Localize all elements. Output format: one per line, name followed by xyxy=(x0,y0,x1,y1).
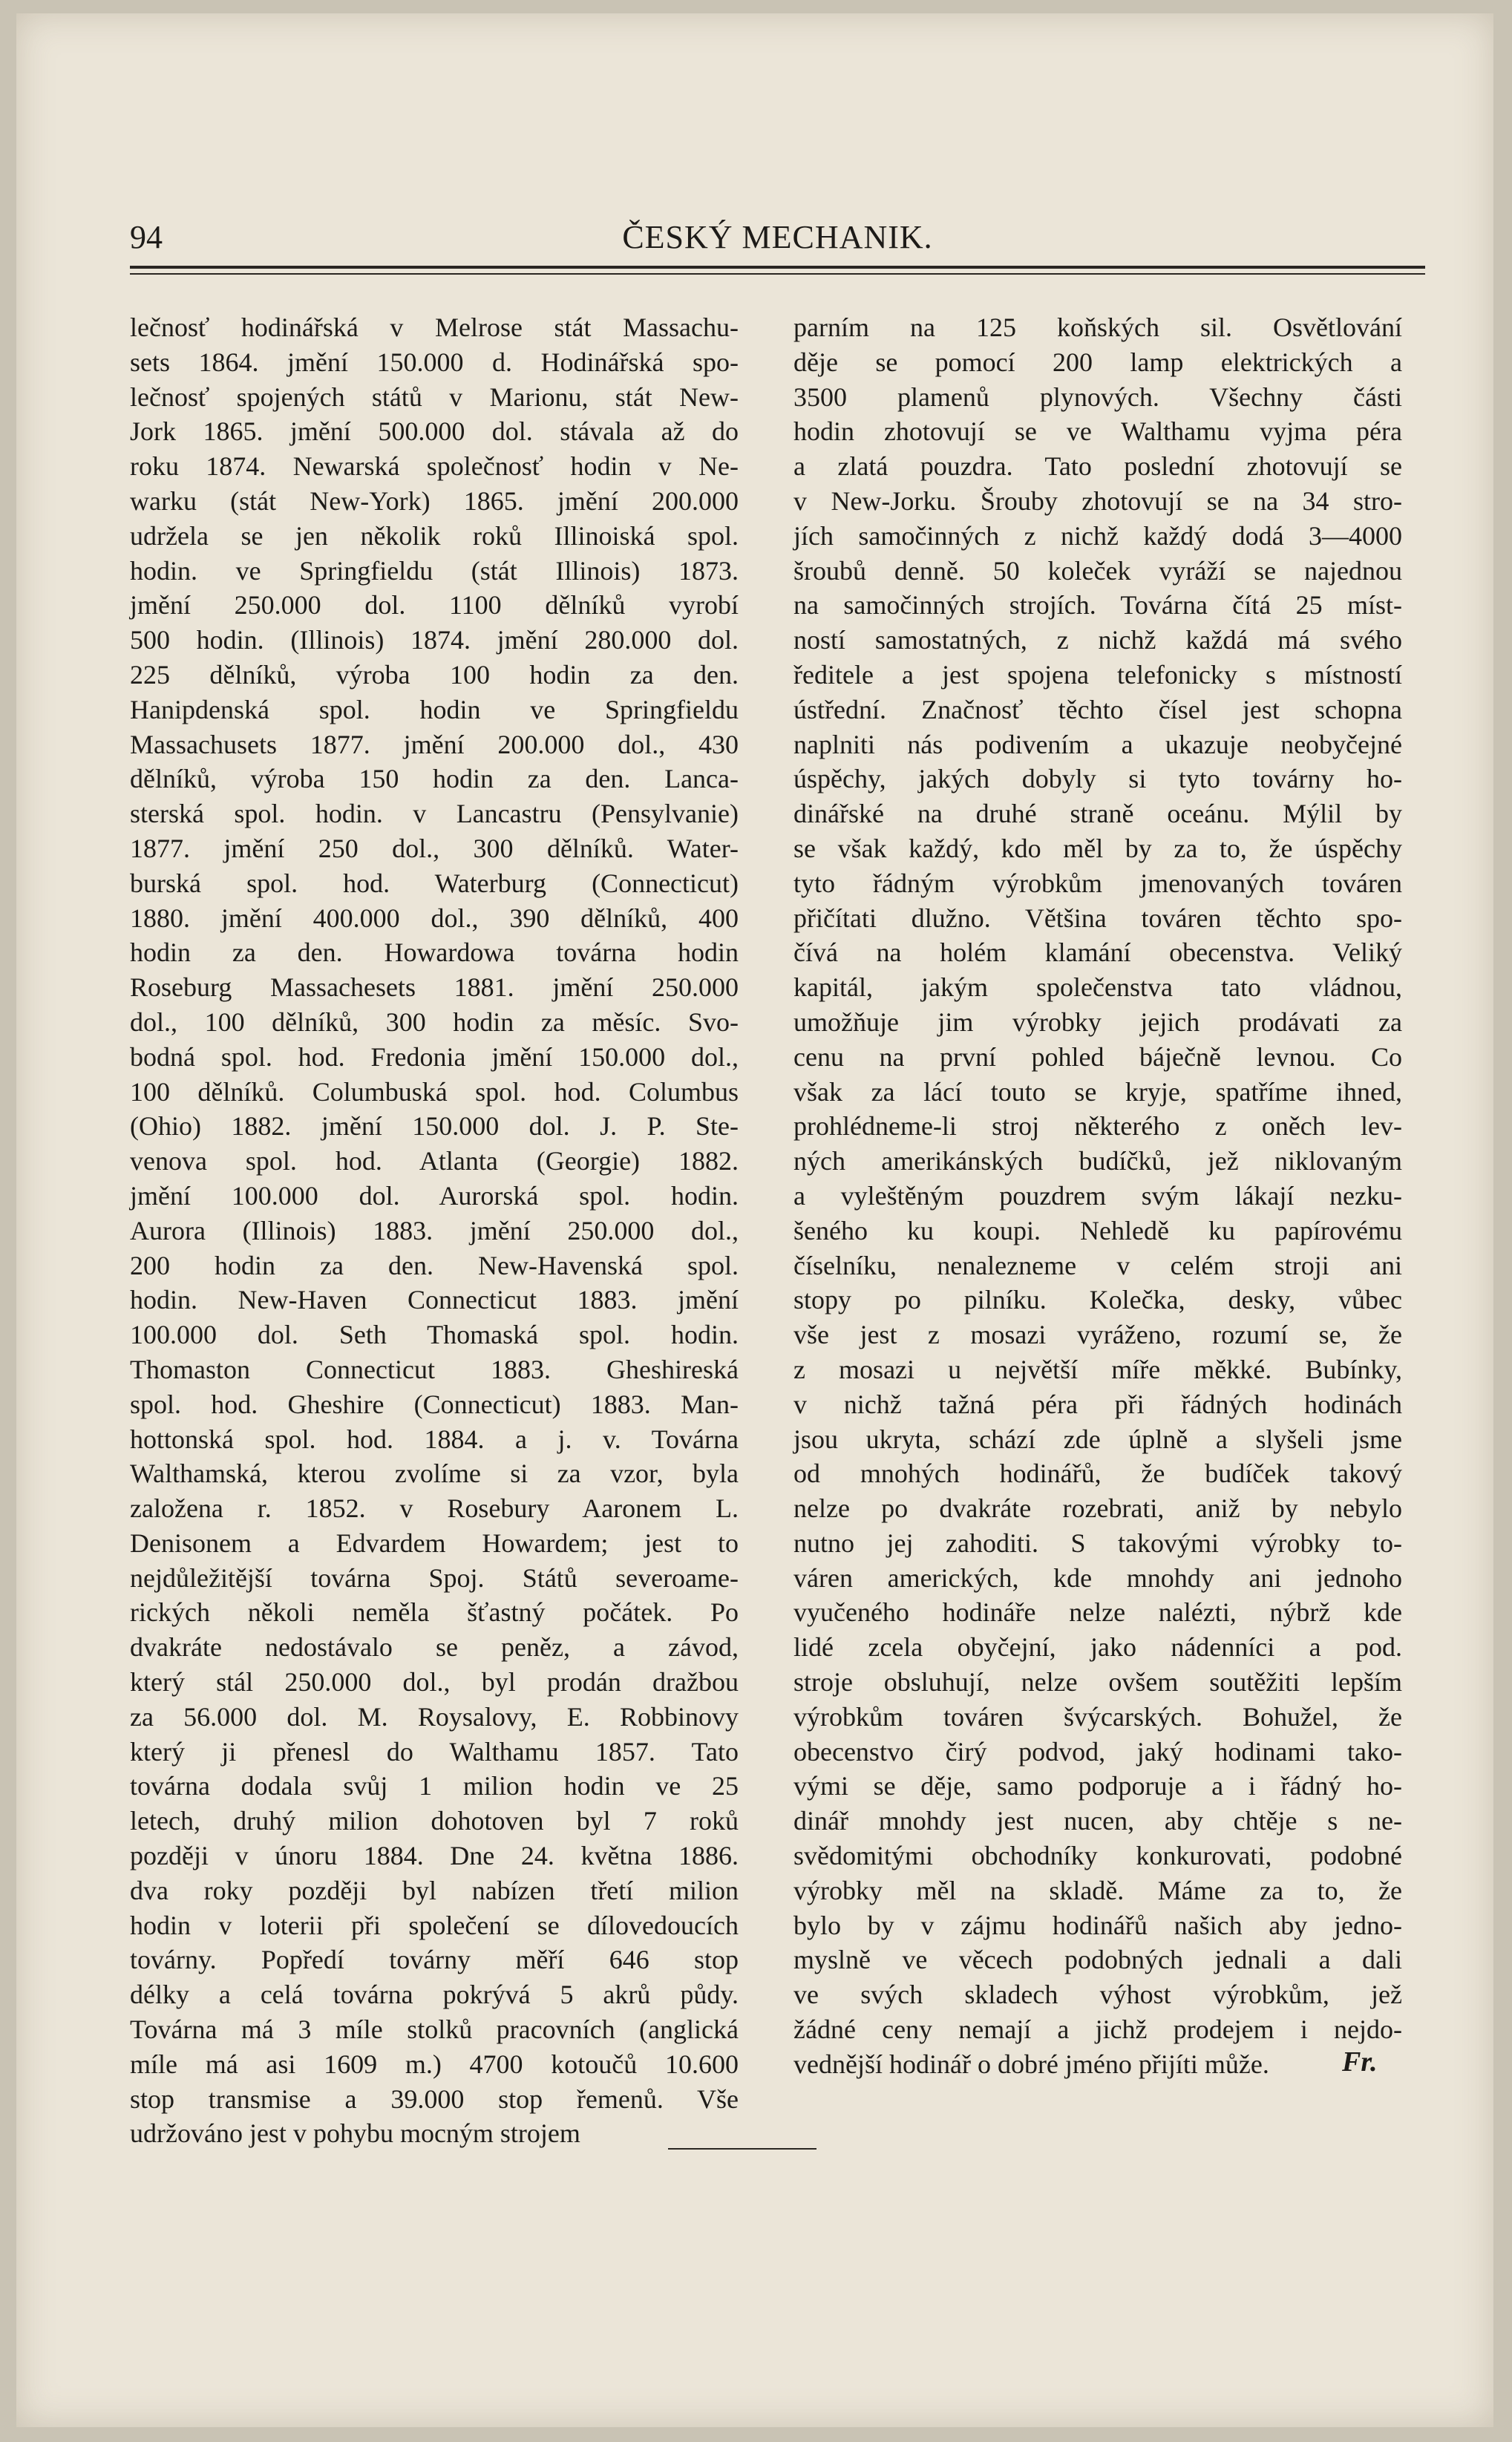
text-line: vše jest z mosazi vyráženo, rozumí se, že xyxy=(793,1320,1402,1350)
text-line: vyučeného hodináře nelze nalézti, nýbrž kde xyxy=(793,1597,1402,1628)
text-line: od mnohých hodinářů, že budíček takový xyxy=(793,1459,1402,1489)
text-line: (Ohio) 1882. jmění 150.000 dol. J. P. Ste- xyxy=(130,1111,739,1142)
text-line: přičítati dlužno. Většina továren těchto spo- xyxy=(793,903,1402,933)
author-signature: Fr. xyxy=(1342,2046,1378,2078)
text-line: dinář mnohdy jest nucen, aby chtěje s ne- xyxy=(793,1806,1402,1836)
text-line: Roseburg Massachesets 1881. jmění 250.000 xyxy=(130,972,739,1003)
text-line: 200 hodin za den. New-Havenská spol. xyxy=(130,1250,739,1280)
text-line: však za lácí touto se kryje, spatříme ihned, xyxy=(793,1076,1402,1107)
text-line: 225 dělníků, výroba 100 hodin za den. xyxy=(130,659,739,690)
page-number: 94 xyxy=(130,219,163,255)
text-line: udržela se jen několik roků Illinoiská spol. xyxy=(130,520,739,551)
text-line: založena r. 1852. v Rosebury Aaronem L. xyxy=(130,1493,739,1524)
text-line: dva roky později byl nabízen třetí milion xyxy=(130,1875,739,1905)
text-line: rických několi neměla šťastný počátek. Po xyxy=(130,1597,739,1628)
text-line: jsou ukryta, schází zde úplně a slyšeli jsme xyxy=(793,1424,1402,1454)
text-line: Hanipdenská spol. hodin ve Springfieldu xyxy=(130,694,739,724)
text-line: šeného ku koupi. Nehledě ku papírovému xyxy=(793,1215,1402,1245)
right-column xyxy=(793,310,1402,2082)
text-line: továrna dodala svůj 1 milion hodin ve 25 xyxy=(130,1771,739,1801)
text-line: dvakráte nedostávalo se peněz, a závod, xyxy=(130,1632,739,1663)
text-line: 500 hodin. (Illinois) 1874. jmění 280.000 dol. xyxy=(130,625,739,655)
header-rule xyxy=(130,266,1425,269)
text-line: nutno jej zahoditi. S takovými výrobky to- xyxy=(793,1528,1402,1558)
text-line: vými se děje, samo podporuje a i řádný ho- xyxy=(793,1771,1402,1801)
text-line: sets 1864. jmění 150.000 d. Hodinářská spo- xyxy=(130,347,739,377)
text-line: dělníků, výroba 150 hodin za den. Lanca- xyxy=(130,764,739,794)
text-line: Massachusets 1877. jmění 200.000 dol., 430 xyxy=(130,729,739,759)
text-line: který ji přenesl do Walthamu 1857. Tato xyxy=(130,1736,739,1767)
text-line: jmění 100.000 dol. Aurorská spol. hodin. xyxy=(130,1180,739,1211)
text-line: lečnosť spojených států v Marionu, stát New- xyxy=(130,382,739,412)
text-line: kapitál, jakým společenstva tato vládnou, xyxy=(793,972,1402,1003)
text-line: a zlatá pouzdra. Tato poslední zhotovují se xyxy=(793,451,1402,482)
text-line: nelze po dvakráte rozebrati, aniž by nebylo xyxy=(793,1493,1402,1524)
text-line: váren amerických, kde mnohdy ani jednoho xyxy=(793,1562,1402,1593)
text-line: tyto řádným výrobkům jmenovaných továren xyxy=(793,868,1402,898)
text-line: burská spol. hod. Waterburg (Connecticut) xyxy=(130,868,739,898)
text-line: hodin zhotovují se ve Walthamu vyjma péra xyxy=(793,416,1402,447)
text-line: úspěchy, jakých dobyly si tyto továrny ho- xyxy=(793,764,1402,794)
text-line: venova spol. hod. Atlanta (Georgie) 1882. xyxy=(130,1146,739,1176)
text-line: Walthamská, kterou zvolíme si za vzor, byla xyxy=(130,1459,739,1489)
text-line: cenu na první pohled báječně levnou. Co xyxy=(793,1041,1402,1072)
text-line: továrny. Popředí továrny měří 646 stop xyxy=(130,1945,739,1975)
text-line: ústřední. Značnosť těchto čísel jest schopna xyxy=(793,694,1402,724)
text-line: jích samočinných z nichž každý dodá 3—4000 xyxy=(793,520,1402,551)
text-line: 100.000 dol. Seth Thomaská spol. hodin. xyxy=(130,1320,739,1350)
text-line: udržováno jest v pohybu mocným strojem xyxy=(130,2118,580,2149)
text-line: za 56.000 dol. M. Roysalovy, E. Robbinovy xyxy=(130,1701,739,1732)
text-line: sterská spol. hodin. v Lancastru (Pensylvanie) xyxy=(130,799,739,829)
text-line: 100 dělníků. Columbuská spol. hod. Columbus xyxy=(130,1076,739,1107)
journal-title: ČESKÝ MECHANIK. xyxy=(622,219,933,255)
text-line: z mosazi u největší míře měkké. Bubínky, xyxy=(793,1354,1402,1384)
text-line: myslně ve věcech podobných jednali a dali xyxy=(793,1945,1402,1975)
text-line: naplniti nás podivením a ukazuje neobyčejné xyxy=(793,729,1402,759)
text-line: ve svých skladech výhost výrobkům, jež xyxy=(793,1980,1402,2010)
text-line: letech, druhý milion dohotoven byl 7 roků xyxy=(130,1806,739,1836)
text-line: warku (stát New-York) 1865. jmění 200.000 xyxy=(130,485,739,516)
text-line: čívá na holém klamání obecenstva. Veliký xyxy=(793,937,1402,968)
end-rule xyxy=(668,2148,816,2150)
text-line: na samočinných strojích. Továrna čítá 25 míst- xyxy=(793,590,1402,621)
text-line: 1877. jmění 250 dol., 300 dělníků. Water- xyxy=(130,833,739,863)
text-line: nejdůležitější továrna Spoj. Států severoame- xyxy=(130,1562,739,1593)
text-line: svědomitými obchodníky konkurovati, podobné xyxy=(793,1841,1402,1871)
text-line: hodin. New-Haven Connecticut 1883. jmění xyxy=(130,1285,739,1315)
text-line: který stál 250.000 dol., byl prodán dražbou xyxy=(130,1667,739,1698)
text-line: hodin v loterii při společení se dílovedoucích xyxy=(130,1910,739,1940)
text-line: vednější hodinář o dobré jméno přijíti může. xyxy=(793,2049,1269,2079)
text-line: umožňuje jim výrobky jejich prodávati za xyxy=(793,1006,1402,1037)
text-line: v nichž tažná péra při řádných hodinách xyxy=(793,1389,1402,1419)
text-line: parním na 125 koňských sil. Osvětlování xyxy=(793,312,1402,342)
text-line: dol., 100 dělníků, 300 hodin za měsíc. Svo- xyxy=(130,1006,739,1037)
text-line: dinářské na druhé straně oceánu. Mýlil by xyxy=(793,799,1402,829)
text-line: se však každý, kdo měl by za to, že úspěchy xyxy=(793,833,1402,863)
text-line: ných amerikánských budíčků, jež niklovaným xyxy=(793,1146,1402,1176)
text-line: Továrna má 3 míle stolků pracovních (anglická xyxy=(130,2014,739,2045)
text-line: později v únoru 1884. Dne 24. května 1886. xyxy=(130,1841,739,1871)
text-line: Thomaston Connecticut 1883. Gheshireská xyxy=(130,1354,739,1384)
text-line: lidé zcela obyčejní, jako nádenníci a pod. xyxy=(793,1632,1402,1663)
text-line: jmění 250.000 dol. 1100 dělníků vyrobí xyxy=(130,590,739,621)
text-line: lečnosť hodinářská v Melrose stát Massachu- xyxy=(130,312,739,342)
text-line: Denisonem a Edvardem Howardem; jest to xyxy=(130,1528,739,1558)
text-line: míle má asi 1609 m.) 4700 kotoučů 10.600 xyxy=(130,2049,739,2079)
text-line: v New-Jorku. Šrouby zhotovují se na 34 stro- xyxy=(793,485,1402,516)
text-line: ností samostatných, z nichž každá má svého xyxy=(793,625,1402,655)
text-line: stroje obsluhují, nelze ovšem soutěžiti lepším xyxy=(793,1667,1402,1698)
text-line: a vyleštěným pouzdrem svým lákají nezku- xyxy=(793,1180,1402,1211)
text-line: délky a celá továrna pokrývá 5 akrů půdy. xyxy=(130,1980,739,2010)
text-line: děje se pomocí 200 lamp elektrických a xyxy=(793,347,1402,377)
text-line: stopy po pilníku. Kolečka, desky, vůbec xyxy=(793,1285,1402,1315)
text-line: výrobky měl na skladě. Máme za to, že xyxy=(793,1875,1402,1905)
text-line: výrobkům továren švýcarských. Bohužel, že xyxy=(793,1701,1402,1732)
text-line: spol. hod. Gheshire (Connecticut) 1883. Man- xyxy=(130,1389,739,1419)
text-line: hodin za den. Howardowa továrna hodin xyxy=(130,937,739,968)
page-header xyxy=(130,215,1425,260)
text-line: číselníku, nenalezneme v celém stroji ani xyxy=(793,1250,1402,1280)
text-line: 3500 plamenů plynových. Všechny části xyxy=(793,382,1402,412)
text-line: prohlédneme-li stroj některého z oněch lev- xyxy=(793,1111,1402,1142)
text-line: 1880. jmění 400.000 dol., 390 dělníků, 400 xyxy=(130,903,739,933)
text-line: hodin. ve Springfieldu (stát Illinois) 1873. xyxy=(130,555,739,586)
text-line: obecenstvo čirý podvod, jaký hodinami tako- xyxy=(793,1736,1402,1767)
text-line: roku 1874. Newarská společnosť hodin v Ne- xyxy=(130,451,739,482)
left-column xyxy=(130,310,739,2151)
text-line: bylo by v zájmu hodinářů našich aby jedno- xyxy=(793,1910,1402,1940)
text-line: šroubů denně. 50 koleček vyráží se najednou xyxy=(793,555,1402,586)
text-line: žádné ceny nemají a jichž prodejem i nejdo- xyxy=(793,2014,1402,2045)
text-line: stop transmise a 39.000 stop řemenů. Vše xyxy=(130,2083,739,2114)
text-line: Jork 1865. jmění 500.000 dol. stávala až do xyxy=(130,416,739,447)
text-line: bodná spol. hod. Fredonia jmění 150.000 dol., xyxy=(130,1041,739,1072)
text-line: ředitele a jest spojena telefonicky s místností xyxy=(793,659,1402,690)
header-rule-thin xyxy=(130,273,1425,275)
text-line: hottonská spol. hod. 1884. a j. v. Továrna xyxy=(130,1424,739,1454)
text-line: Aurora (Illinois) 1883. jmění 250.000 dol., xyxy=(130,1215,739,1245)
